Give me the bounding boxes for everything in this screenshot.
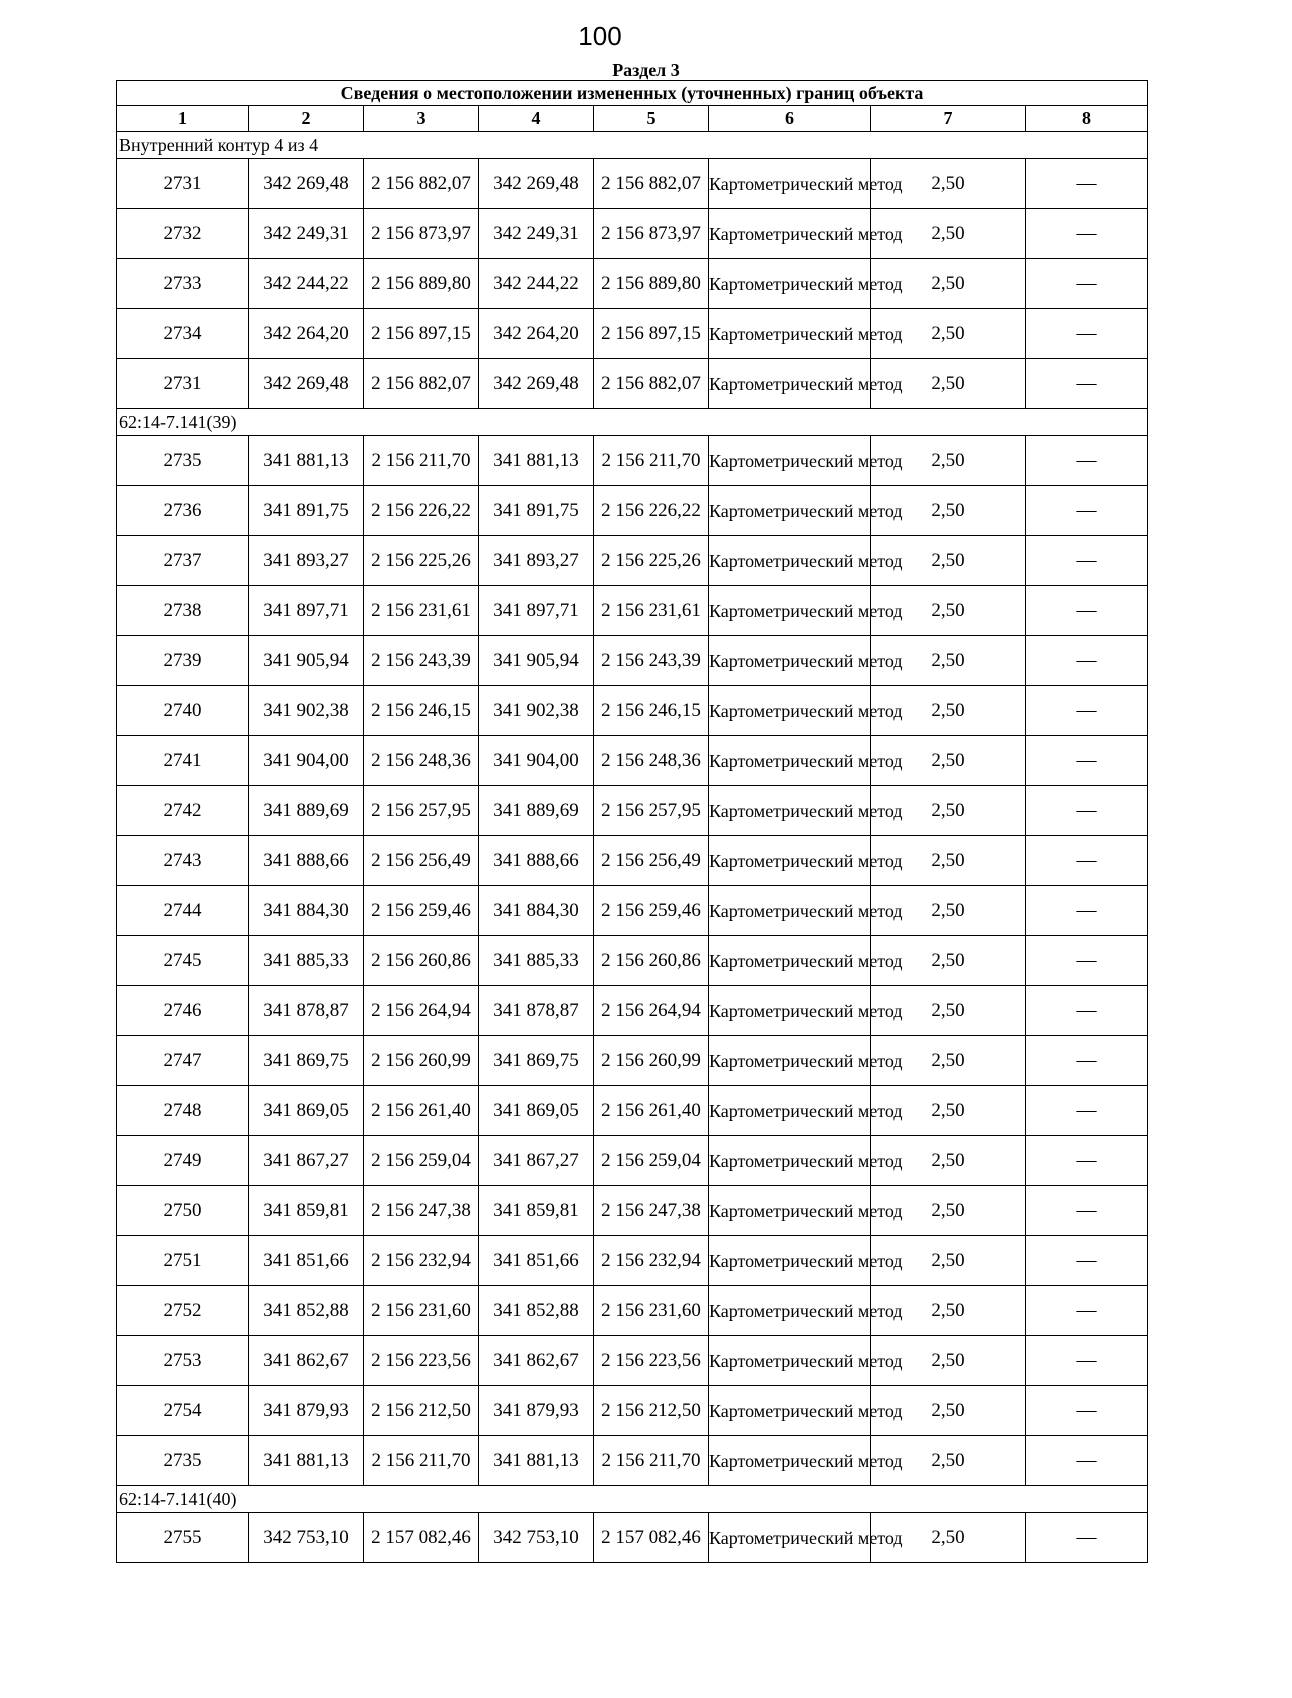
column-header: 4 (479, 106, 594, 132)
x-new-cell: 342 269,48 (479, 359, 594, 409)
method-cell: Картометрический метод (709, 436, 871, 486)
point-number-cell: 2746 (117, 986, 249, 1036)
y-old-cell: 2 156 211,70 (364, 436, 479, 486)
table-row (117, 259, 1148, 309)
y-new-cell: 2 156 264,94 (594, 986, 709, 1036)
y-new-cell: 2 156 246,15 (594, 686, 709, 736)
point-number-cell: 2742 (117, 786, 249, 836)
table-row (117, 586, 1148, 636)
method-cell: Картометрический метод (709, 736, 871, 786)
point-number-cell: 2732 (117, 209, 249, 259)
x-new-cell: 342 249,31 (479, 209, 594, 259)
point-number-cell: 2738 (117, 586, 249, 636)
table-row (117, 1236, 1148, 1286)
description-cell: — (1026, 209, 1148, 259)
table-row (117, 936, 1148, 986)
accuracy-cell: 2,50 (871, 936, 1026, 986)
point-number-cell: 2736 (117, 486, 249, 536)
table-row (117, 309, 1148, 359)
description-cell: — (1026, 536, 1148, 586)
accuracy-cell: 2,50 (871, 836, 1026, 886)
description-cell: — (1026, 436, 1148, 486)
y-old-cell: 2 156 873,97 (364, 209, 479, 259)
method-cell: Картометрический метод (709, 1086, 871, 1136)
x-old-cell: 341 881,13 (249, 436, 364, 486)
description-cell: — (1026, 836, 1148, 886)
y-old-cell: 2 156 211,70 (364, 1436, 479, 1486)
y-old-cell: 2 156 225,26 (364, 536, 479, 586)
column-header: 7 (871, 106, 1026, 132)
point-number-cell: 2755 (117, 1513, 249, 1563)
description-cell: — (1026, 1086, 1148, 1136)
description-cell: — (1026, 1513, 1148, 1563)
y-old-cell: 2 156 256,49 (364, 836, 479, 886)
column-header: 5 (594, 106, 709, 132)
table-row (117, 986, 1148, 1036)
contour-group-label: 62:14-7.141(40) (117, 1486, 1148, 1513)
x-old-cell: 342 269,48 (249, 159, 364, 209)
x-new-cell: 341 852,88 (479, 1286, 594, 1336)
y-new-cell: 2 156 231,60 (594, 1286, 709, 1336)
accuracy-cell: 2,50 (871, 1036, 1026, 1086)
y-old-cell: 2 156 243,39 (364, 636, 479, 686)
point-number-cell: 2744 (117, 886, 249, 936)
point-number-cell: 2743 (117, 836, 249, 886)
method-cell: Картометрический метод (709, 986, 871, 1036)
description-cell: — (1026, 1136, 1148, 1186)
table-row (117, 686, 1148, 736)
y-new-cell: 2 156 259,46 (594, 886, 709, 936)
x-new-cell: 341 885,33 (479, 936, 594, 986)
point-number-cell: 2731 (117, 159, 249, 209)
method-cell: Картометрический метод (709, 1286, 871, 1336)
x-old-cell: 341 851,66 (249, 1236, 364, 1286)
boundary-coordinates-table (116, 80, 1148, 1563)
y-old-cell: 2 156 226,22 (364, 486, 479, 536)
description-cell: — (1026, 986, 1148, 1036)
y-old-cell: 2 157 082,46 (364, 1513, 479, 1563)
x-new-cell: 341 881,13 (479, 1436, 594, 1486)
y-old-cell: 2 156 223,56 (364, 1336, 479, 1386)
method-cell: Картометрический метод (709, 1186, 871, 1236)
x-old-cell: 341 897,71 (249, 586, 364, 636)
method-cell: Картометрический метод (709, 1036, 871, 1086)
accuracy-cell: 2,50 (871, 1336, 1026, 1386)
y-old-cell: 2 156 882,07 (364, 359, 479, 409)
accuracy-cell: 2,50 (871, 1236, 1026, 1286)
point-number-cell: 2751 (117, 1236, 249, 1286)
description-cell: — (1026, 309, 1148, 359)
x-new-cell: 341 888,66 (479, 836, 594, 886)
x-new-cell: 341 904,00 (479, 736, 594, 786)
method-cell: Картометрический метод (709, 1236, 871, 1286)
accuracy-cell: 2,50 (871, 1086, 1026, 1136)
y-old-cell: 2 156 231,60 (364, 1286, 479, 1336)
table-row (117, 359, 1148, 409)
contour-group-row (117, 1486, 1148, 1513)
y-old-cell: 2 156 247,38 (364, 1186, 479, 1236)
table-row (117, 1436, 1148, 1486)
y-new-cell: 2 156 257,95 (594, 786, 709, 836)
x-old-cell: 341 888,66 (249, 836, 364, 886)
point-number-cell: 2749 (117, 1136, 249, 1186)
accuracy-cell: 2,50 (871, 259, 1026, 309)
y-new-cell: 2 156 882,07 (594, 359, 709, 409)
contour-group-label: Внутренний контур 4 из 4 (117, 132, 1148, 159)
accuracy-cell: 2,50 (871, 536, 1026, 586)
table-row (117, 536, 1148, 586)
y-new-cell: 2 156 212,50 (594, 1386, 709, 1436)
point-number-cell: 2735 (117, 1436, 249, 1486)
y-old-cell: 2 156 231,61 (364, 586, 479, 636)
table-row (117, 486, 1148, 536)
y-old-cell: 2 156 261,40 (364, 1086, 479, 1136)
description-cell: — (1026, 586, 1148, 636)
accuracy-cell: 2,50 (871, 886, 1026, 936)
accuracy-cell: 2,50 (871, 1386, 1026, 1436)
x-old-cell: 341 869,05 (249, 1086, 364, 1136)
method-cell: Картометрический метод (709, 1336, 871, 1386)
method-cell: Картометрический метод (709, 259, 871, 309)
y-old-cell: 2 156 212,50 (364, 1386, 479, 1436)
point-number-cell: 2735 (117, 436, 249, 486)
point-number-cell: 2745 (117, 936, 249, 986)
point-number-cell: 2737 (117, 536, 249, 586)
table-row (117, 1086, 1148, 1136)
table-caption-row (117, 81, 1148, 106)
method-cell: Картометрический метод (709, 486, 871, 536)
table-row (117, 159, 1148, 209)
accuracy-cell: 2,50 (871, 209, 1026, 259)
x-new-cell: 341 878,87 (479, 986, 594, 1036)
y-old-cell: 2 156 897,15 (364, 309, 479, 359)
accuracy-cell: 2,50 (871, 159, 1026, 209)
y-new-cell: 2 156 248,36 (594, 736, 709, 786)
y-old-cell: 2 156 259,46 (364, 886, 479, 936)
x-new-cell: 341 884,30 (479, 886, 594, 936)
x-old-cell: 341 859,81 (249, 1186, 364, 1236)
x-new-cell: 341 902,38 (479, 686, 594, 736)
description-cell: — (1026, 1336, 1148, 1386)
x-old-cell: 342 753,10 (249, 1513, 364, 1563)
x-new-cell: 341 862,67 (479, 1336, 594, 1386)
y-new-cell: 2 156 261,40 (594, 1086, 709, 1136)
x-old-cell: 341 889,69 (249, 786, 364, 836)
accuracy-cell: 2,50 (871, 486, 1026, 536)
method-cell: Картометрический метод (709, 586, 871, 636)
column-header: 1 (117, 106, 249, 132)
x-old-cell: 341 902,38 (249, 686, 364, 736)
x-new-cell: 341 879,93 (479, 1386, 594, 1436)
x-new-cell: 341 891,75 (479, 486, 594, 536)
table-row (117, 786, 1148, 836)
contour-group-row (117, 132, 1148, 159)
y-old-cell: 2 156 889,80 (364, 259, 479, 309)
table-row (117, 1386, 1148, 1436)
x-new-cell: 341 869,75 (479, 1036, 594, 1086)
accuracy-cell: 2,50 (871, 736, 1026, 786)
x-new-cell: 341 867,27 (479, 1136, 594, 1186)
accuracy-cell: 2,50 (871, 986, 1026, 1036)
method-cell: Картометрический метод (709, 1386, 871, 1436)
accuracy-cell: 2,50 (871, 359, 1026, 409)
y-new-cell: 2 156 247,38 (594, 1186, 709, 1236)
y-new-cell: 2 156 226,22 (594, 486, 709, 536)
x-old-cell: 341 893,27 (249, 536, 364, 586)
y-new-cell: 2 156 259,04 (594, 1136, 709, 1186)
column-header: 3 (364, 106, 479, 132)
x-new-cell: 341 905,94 (479, 636, 594, 686)
y-old-cell: 2 156 257,95 (364, 786, 479, 836)
y-new-cell: 2 157 082,46 (594, 1513, 709, 1563)
table-row (117, 1036, 1148, 1086)
y-new-cell: 2 156 243,39 (594, 636, 709, 686)
table-row (117, 886, 1148, 936)
y-old-cell: 2 156 259,04 (364, 1136, 479, 1186)
method-cell: Картометрический метод (709, 309, 871, 359)
contour-group-row (117, 409, 1148, 436)
method-cell: Картометрический метод (709, 836, 871, 886)
description-cell: — (1026, 636, 1148, 686)
x-old-cell: 342 244,22 (249, 259, 364, 309)
table-row (117, 436, 1148, 486)
point-number-cell: 2740 (117, 686, 249, 736)
contour-group-label: 62:14-7.141(39) (117, 409, 1148, 436)
x-new-cell: 342 244,22 (479, 259, 594, 309)
description-cell: — (1026, 736, 1148, 786)
table-caption: Сведения о местоположении измененных (уточненных) границ объекта (117, 81, 1148, 106)
column-header: 8 (1026, 106, 1148, 132)
y-new-cell: 2 156 897,15 (594, 309, 709, 359)
description-cell: — (1026, 1436, 1148, 1486)
x-old-cell: 342 264,20 (249, 309, 364, 359)
y-new-cell: 2 156 211,70 (594, 436, 709, 486)
x-new-cell: 341 881,13 (479, 436, 594, 486)
x-new-cell: 341 893,27 (479, 536, 594, 586)
y-new-cell: 2 156 260,99 (594, 1036, 709, 1086)
x-old-cell: 341 867,27 (249, 1136, 364, 1186)
table-row (117, 1136, 1148, 1186)
x-new-cell: 341 897,71 (479, 586, 594, 636)
description-cell: — (1026, 686, 1148, 736)
accuracy-cell: 2,50 (871, 309, 1026, 359)
accuracy-cell: 2,50 (871, 1286, 1026, 1336)
accuracy-cell: 2,50 (871, 436, 1026, 486)
description-cell: — (1026, 786, 1148, 836)
y-new-cell: 2 156 225,26 (594, 536, 709, 586)
column-header: 2 (249, 106, 364, 132)
description-cell: — (1026, 936, 1148, 986)
y-old-cell: 2 156 232,94 (364, 1236, 479, 1286)
description-cell: — (1026, 486, 1148, 536)
x-new-cell: 342 753,10 (479, 1513, 594, 1563)
y-new-cell: 2 156 232,94 (594, 1236, 709, 1286)
description-cell: — (1026, 1386, 1148, 1436)
x-old-cell: 341 878,87 (249, 986, 364, 1036)
table-row (117, 209, 1148, 259)
description-cell: — (1026, 159, 1148, 209)
table-row (117, 836, 1148, 886)
table-row (117, 1286, 1148, 1336)
point-number-cell: 2731 (117, 359, 249, 409)
y-old-cell: 2 156 260,86 (364, 936, 479, 986)
method-cell: Картометрический метод (709, 536, 871, 586)
column-header: 6 (709, 106, 871, 132)
description-cell: — (1026, 1286, 1148, 1336)
description-cell: — (1026, 359, 1148, 409)
page-number: 100 (578, 21, 622, 51)
accuracy-cell: 2,50 (871, 586, 1026, 636)
x-new-cell: 341 869,05 (479, 1086, 594, 1136)
method-cell: Картометрический метод (709, 209, 871, 259)
method-cell: Картометрический метод (709, 886, 871, 936)
x-old-cell: 341 884,30 (249, 886, 364, 936)
method-cell: Картометрический метод (709, 1136, 871, 1186)
y-old-cell: 2 156 264,94 (364, 986, 479, 1036)
accuracy-cell: 2,50 (871, 1436, 1026, 1486)
point-number-cell: 2754 (117, 1386, 249, 1436)
y-new-cell: 2 156 223,56 (594, 1336, 709, 1386)
accuracy-cell: 2,50 (871, 636, 1026, 686)
table-row (117, 1336, 1148, 1386)
point-number-cell: 2747 (117, 1036, 249, 1086)
x-old-cell: 341 869,75 (249, 1036, 364, 1086)
method-cell: Картометрический метод (709, 936, 871, 986)
x-old-cell: 341 881,13 (249, 1436, 364, 1486)
point-number-cell: 2750 (117, 1186, 249, 1236)
description-cell: — (1026, 1186, 1148, 1236)
y-old-cell: 2 156 248,36 (364, 736, 479, 786)
x-new-cell: 341 859,81 (479, 1186, 594, 1236)
x-new-cell: 341 889,69 (479, 786, 594, 836)
table-row (117, 636, 1148, 686)
method-cell: Картометрический метод (709, 1513, 871, 1563)
x-new-cell: 341 851,66 (479, 1236, 594, 1286)
x-old-cell: 341 862,67 (249, 1336, 364, 1386)
table-row (117, 1186, 1148, 1236)
method-cell: Картометрический метод (709, 636, 871, 686)
y-new-cell: 2 156 256,49 (594, 836, 709, 886)
description-cell: — (1026, 259, 1148, 309)
accuracy-cell: 2,50 (871, 1136, 1026, 1186)
x-old-cell: 341 905,94 (249, 636, 364, 686)
method-cell: Картометрический метод (709, 786, 871, 836)
table-row (117, 1513, 1148, 1563)
point-number-cell: 2753 (117, 1336, 249, 1386)
y-new-cell: 2 156 231,61 (594, 586, 709, 636)
method-cell: Картометрический метод (709, 686, 871, 736)
x-old-cell: 341 891,75 (249, 486, 364, 536)
accuracy-cell: 2,50 (871, 1186, 1026, 1236)
y-old-cell: 2 156 882,07 (364, 159, 479, 209)
accuracy-cell: 2,50 (871, 686, 1026, 736)
point-number-cell: 2734 (117, 309, 249, 359)
x-new-cell: 342 264,20 (479, 309, 594, 359)
point-number-cell: 2748 (117, 1086, 249, 1136)
accuracy-cell: 2,50 (871, 1513, 1026, 1563)
y-new-cell: 2 156 260,86 (594, 936, 709, 986)
x-old-cell: 341 904,00 (249, 736, 364, 786)
method-cell: Картометрический метод (709, 1436, 871, 1486)
table-row (117, 736, 1148, 786)
x-old-cell: 341 879,93 (249, 1386, 364, 1436)
description-cell: — (1026, 886, 1148, 936)
y-new-cell: 2 156 889,80 (594, 259, 709, 309)
column-header-row (117, 106, 1148, 132)
y-old-cell: 2 156 260,99 (364, 1036, 479, 1086)
point-number-cell: 2752 (117, 1286, 249, 1336)
point-number-cell: 2739 (117, 636, 249, 686)
y-new-cell: 2 156 882,07 (594, 159, 709, 209)
y-new-cell: 2 156 211,70 (594, 1436, 709, 1486)
point-number-cell: 2741 (117, 736, 249, 786)
description-cell: — (1026, 1036, 1148, 1086)
x-old-cell: 342 249,31 (249, 209, 364, 259)
x-old-cell: 341 852,88 (249, 1286, 364, 1336)
description-cell: — (1026, 1236, 1148, 1286)
x-old-cell: 341 885,33 (249, 936, 364, 986)
accuracy-cell: 2,50 (871, 786, 1026, 836)
method-cell: Картометрический метод (709, 159, 871, 209)
y-old-cell: 2 156 246,15 (364, 686, 479, 736)
x-new-cell: 342 269,48 (479, 159, 594, 209)
point-number-cell: 2733 (117, 259, 249, 309)
table-body (117, 81, 1148, 1563)
x-old-cell: 342 269,48 (249, 359, 364, 409)
section-title: Раздел 3 (612, 60, 680, 80)
y-new-cell: 2 156 873,97 (594, 209, 709, 259)
method-cell: Картометрический метод (709, 359, 871, 409)
